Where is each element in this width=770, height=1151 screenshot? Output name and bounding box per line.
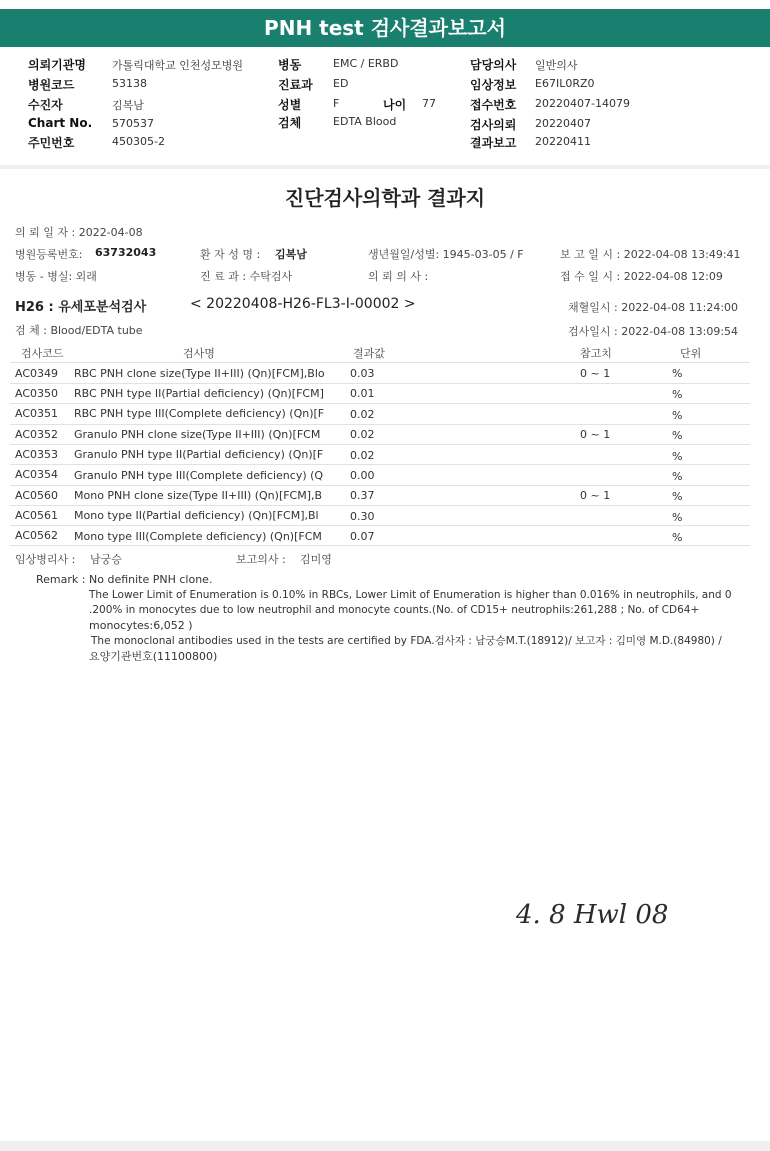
doctor-label: 담당의사 [470, 58, 517, 72]
row-name: RBC PNH clone size(Type II+III) (Qn)[FCM],Blo [74, 367, 325, 380]
report-date-label: 결과보고 [470, 136, 517, 150]
col-name: 검사명 [183, 347, 215, 360]
hospital-code-value: 53138 [112, 77, 147, 90]
row-result: 0.02 [350, 408, 375, 421]
remark-line-3: .200% in monocytes due to low neutrophil and monocyte counts.(No. of CD15+ neutrophils:261,288 ; No. of CD64+ [89, 604, 700, 616]
footer-bar [0, 1141, 770, 1151]
remark-label: Remark : [36, 573, 86, 586]
report-date-value: 20220411 [535, 135, 591, 148]
row-unit: % [672, 470, 683, 483]
row-unit: % [672, 511, 683, 524]
row-divider [10, 464, 750, 465]
row-code: AC0562 [15, 529, 59, 542]
row-result: 0.37 [350, 489, 375, 502]
col-code: 검사코드 [21, 347, 64, 360]
resident-id-label: 주민번호 [28, 136, 75, 150]
row-result: 0.03 [350, 367, 375, 380]
row-unit: % [672, 531, 683, 544]
clinical-info-value: E67IL0RZ0 [535, 77, 595, 90]
table-header-line [10, 362, 750, 363]
chart-no-value: 570537 [112, 117, 154, 130]
row-divider [10, 545, 750, 546]
reporter-name: 김미영 [300, 553, 332, 566]
row-divider [10, 505, 750, 506]
row-ref: 0 ~ 1 [580, 428, 611, 441]
ward-value: EMC / ERBD [333, 57, 399, 70]
row-result: 0.00 [350, 469, 375, 482]
row-code: AC0350 [15, 387, 59, 400]
pathologist-label: 임상병리사 : [15, 553, 76, 566]
col-ref: 참고치 [580, 347, 612, 360]
specimen-type: 검 체 : Blood/EDTA tube [15, 324, 143, 337]
row-code: AC0349 [15, 367, 59, 380]
dob-sex: 생년월일/성별: 1945-03-05 / F [368, 248, 524, 261]
requesting-doctor: 의 뢰 의 사 : [368, 270, 429, 283]
ward-room: 병동 - 병실: 외래 [15, 270, 97, 283]
patient-value: 김복남 [112, 99, 144, 112]
specimen-label: 검체 [278, 116, 302, 130]
row-code: AC0560 [15, 489, 59, 502]
row-divider [10, 403, 750, 404]
specimen-value: EDTA Blood [333, 115, 397, 128]
receipt-no-value: 20220407-14079 [535, 97, 630, 110]
col-result: 결과값 [353, 347, 385, 360]
row-name: Granulo PNH type III(Complete deficiency) (Q [74, 469, 324, 482]
doctor-value: 일반의사 [535, 59, 578, 72]
report-title: 진단검사의학과 결과지 [284, 186, 486, 210]
reporter-label: 보고의사 : [236, 553, 286, 566]
patient-name-label: 환 자 성 명 : [200, 248, 261, 261]
reg-no-label: 병원등록번호: [15, 248, 83, 261]
hospital-code-label: 병원코드 [28, 78, 75, 92]
institution-value: 가톨릭대학교 인천성모병원 [112, 59, 244, 72]
collection-datetime: 채혈일시 : 2022-04-08 11:24:00 [568, 301, 739, 314]
sex-label: 성별 [278, 98, 302, 112]
report-banner-title: PNH test 검사결과보고서 [0, 9, 770, 47]
remark-line-5: The monoclonal antibodies used in the tests are certified by FDA.검사자 : 남궁승M.T.(18912)/ 보고자 : 김미영 M.D.(84980) / [91, 635, 722, 647]
row-unit: % [672, 429, 683, 442]
row-divider [10, 485, 750, 486]
row-unit: % [672, 388, 683, 401]
row-result: 0.02 [350, 449, 375, 462]
section-accession: < 20220408-H26-FL3-I-00002 > [190, 296, 416, 312]
row-ref: 0 ~ 1 [580, 489, 611, 502]
row-result: 0.01 [350, 387, 375, 400]
age-value: 77 [422, 97, 436, 110]
row-code: AC0353 [15, 448, 59, 461]
header-divider [0, 165, 770, 169]
row-result: 0.30 [350, 510, 375, 523]
row-divider [10, 424, 750, 425]
remark-line-1: No definite PNH clone. [89, 573, 213, 586]
row-result: 0.02 [350, 428, 375, 441]
remark-line-4: monocytes:6,052 ) [89, 619, 193, 632]
row-divider [10, 444, 750, 445]
row-name: Mono type II(Partial deficiency) (Qn)[FCM],Bl [74, 509, 319, 522]
row-code: AC0352 [15, 428, 59, 441]
row-name: Granulo PNH type II(Partial deficiency) (Qn)[F [74, 448, 324, 461]
row-unit: % [672, 409, 683, 422]
remark-line-6: 요양기관번호(11100800) [89, 650, 218, 663]
handwritten-note-text: 4. 8 Hwl 08 [516, 900, 669, 930]
row-result: 0.07 [350, 530, 375, 543]
reg-no-value: 63732043 [95, 246, 157, 259]
row-name: RBC PNH type III(Complete deficiency) (Qn)[F [74, 407, 325, 420]
row-unit: % [672, 367, 683, 380]
patient-label: 수진자 [28, 98, 63, 112]
resident-id-value: 450305-2 [112, 135, 165, 148]
sex-value: F [333, 97, 340, 110]
receipt-datetime: 접 수 일 시 : 2022-04-08 12:09 [560, 270, 723, 283]
age-label: 나이 [383, 98, 407, 112]
row-divider [10, 383, 750, 384]
test-datetime: 검사일시 : 2022-04-08 13:09:54 [568, 325, 739, 338]
clinical-info-label: 임상정보 [470, 78, 517, 92]
row-code: AC0351 [15, 407, 59, 420]
row-code: AC0561 [15, 509, 59, 522]
row-name: RBC PNH type II(Partial deficiency) (Qn)[FCM] [74, 387, 324, 400]
dept-label: 진료과 [278, 78, 313, 92]
remark-line-2: The Lower Limit of Enumeration is 0.10% in RBCs, Lower Limit of Enumeration is higher than 0.016% in neutrophils, and 0 [89, 589, 732, 601]
row-name: Granulo PNH clone size(Type II+III) (Qn)[FCM [74, 428, 321, 441]
pathologist-name: 남궁승 [90, 553, 122, 566]
row-name: Mono PNH clone size(Type II+III) (Qn)[FCM],B [74, 489, 323, 502]
row-unit: % [672, 490, 683, 503]
col-unit: 단위 [680, 347, 702, 360]
dept-value: ED [333, 77, 349, 90]
header-info [0, 47, 770, 165]
row-ref: 0 ~ 1 [580, 367, 611, 380]
row-unit: % [672, 450, 683, 463]
section-title: H26 : 유세포분석검사 [15, 300, 147, 315]
report-datetime: 보 고 일 시 : 2022-04-08 13:49:41 [560, 248, 741, 261]
row-divider [10, 525, 750, 526]
handwritten-note [512, 893, 672, 933]
request-date-value: 20220407 [535, 117, 591, 130]
request-date-label: 검사의뢰 [470, 118, 517, 132]
row-code: AC0354 [15, 468, 59, 481]
institution-label: 의뢰기관명 [28, 58, 86, 72]
receipt-no-label: 접수번호 [470, 98, 517, 112]
patient-name-value: 김복남 [275, 248, 307, 261]
row-name: Mono type III(Complete deficiency) (Qn)[FCM [74, 530, 322, 543]
chart-no-label: Chart No. [28, 116, 93, 130]
ward-label: 병동 [278, 58, 302, 72]
request-date: 의 뢰 일 자 : 2022-04-08 [15, 226, 143, 239]
department: 진 료 과 : 수탁검사 [200, 270, 293, 283]
